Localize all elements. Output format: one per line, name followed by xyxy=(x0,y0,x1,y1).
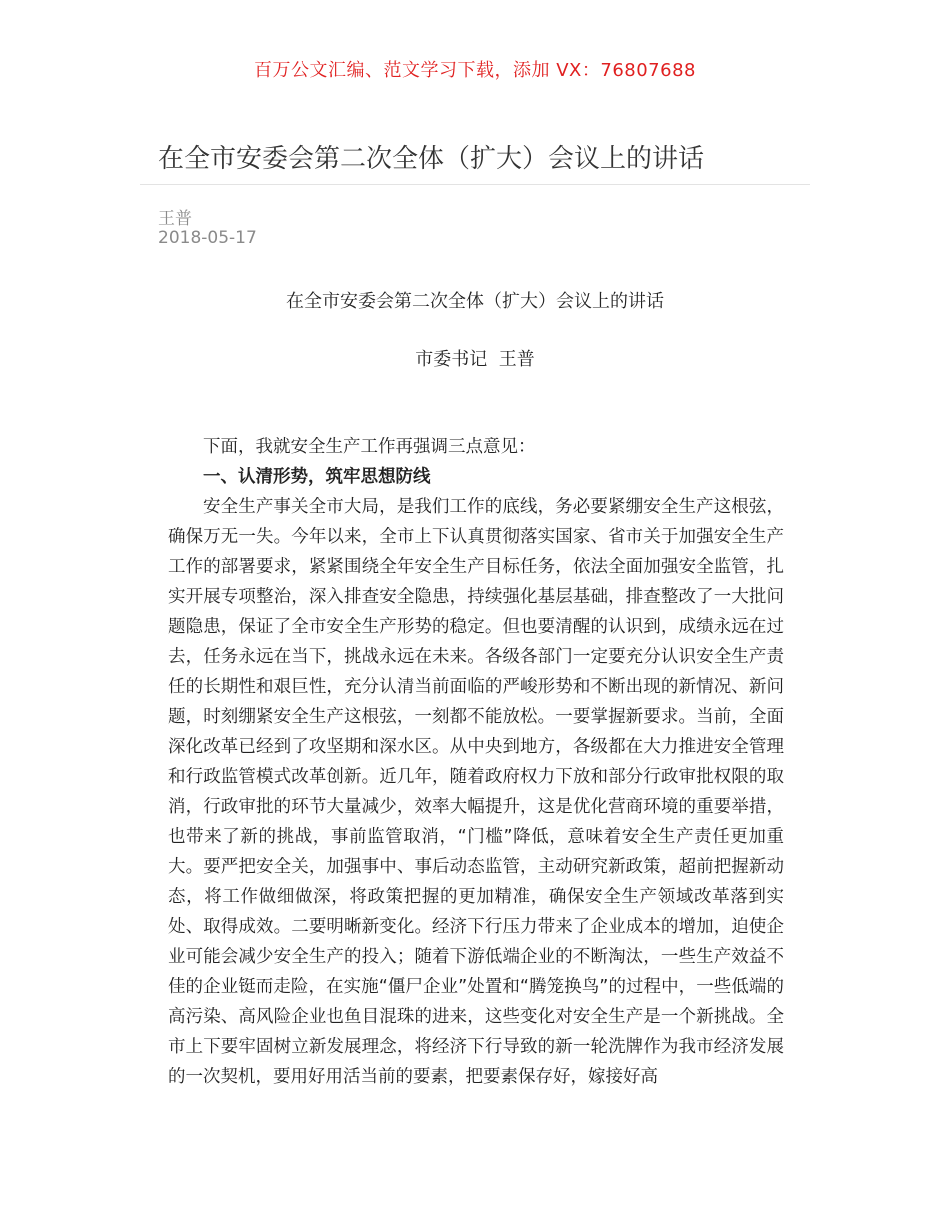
document-byline: 市委书记 王普 xyxy=(415,349,535,370)
document-body xyxy=(168,432,784,1092)
document-heading: 在全市安委会第二次全体（扩大）会议上的讲话 xyxy=(286,291,664,312)
body-paragraph: 安全生产事关全市大局，是我们工作的底线，务必要紧绷安全生产这根弦，确保万无一失。今年以来，全市上下认真贯彻落实国家、省市关于加强安全生产工作的部署要求，紧紧围绕全年安全生产目标任务，依法全面加强安全监管，扎实开展专项整治，深入排查安全隐患，持续强化基层基础，排查整改了一大批问题隐患，保证了全市安全生产形势的稳定。但也要清醒的认识到，成绩永远在过去，任务永远在当下，挑战永远在未来。各级各部门一定要充分认识安全生产责任的长期性和艰巨性，充分认清当前面临的严峻形势和不断出现的新情况、新问题，时刻绷紧安全生产这根弦，一刻都不能放松。一要掌握新要求。当前，全面深化改革已经到了攻坚期和深水区。从中央到地方，各级都在大力推进安全管理和行政监管模式改革创新。近几年，随着政府权力下放和部分行政审批权限的取消，行政审批的环节大量减少，效率大幅提升，这是优化营商环境的重要举措，也带来了新的挑战，事前监管取消，“门槛”降低，意味着安全生产责任更加重大。要严把安全关，加强事中、事后动态监管，主动研究新政策，超前把握新动态，将工作做细做深，将政策把握的更加精准，确保安全生产领域改革落到实处、取得成效。二要明晰新变化。经济下行压力带来了企业成本的增加，迫使企业可能会减少安全生产的投入；随着下游低端企业的不断淘汰，一些生产效益不佳的企业铤而走险，在实施“僵尸企业”处置和“腾笼换鸟”的过程中，一些低端的高污染、高风险企业也鱼目混珠的进来，这些变化对安全生产是一个新挑战。全市上下要牢固树立新发展理念，将经济下行导致的新一轮洗牌作为我市经济发展的一次契机，要用好用活当前的要素，把要素保存好，嫁接好高 xyxy=(168,497,784,1087)
intro-paragraph: 下面，我就安全生产工作再强调三点意见： xyxy=(203,437,536,457)
title-divider xyxy=(140,184,810,185)
article-date: 2018-05-17 xyxy=(158,228,257,248)
section-heading: 一、认清形势，筑牢思想防线 xyxy=(203,467,431,487)
promo-banner: 百万公文汇编、范文学习下载，添加 VX：76807688 xyxy=(254,60,696,81)
article-author: 王普 xyxy=(158,209,192,229)
article-title: 在全市安委会第二次全体（扩大）会议上的讲话 xyxy=(158,144,705,174)
